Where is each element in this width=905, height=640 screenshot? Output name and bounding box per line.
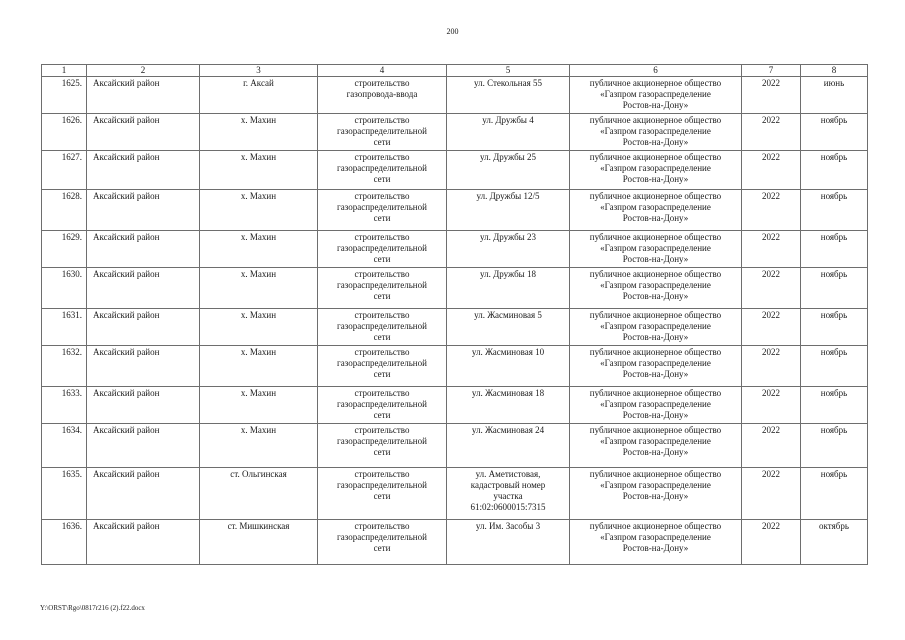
table-row — [42, 114, 868, 151]
cell-address-line: ул. Жасминовая 5 — [474, 310, 542, 320]
cell-month: октябрь — [801, 520, 868, 565]
cell-organization — [570, 346, 742, 387]
cell-organization — [570, 190, 742, 231]
cell-organization-line: Ростов-на-Дону» — [622, 491, 689, 501]
cell-address — [447, 151, 570, 190]
cell-organization — [570, 468, 742, 520]
cell-year: 2022 — [742, 268, 801, 309]
cell-work-type-line: строительство — [354, 78, 410, 88]
cell-address — [447, 231, 570, 268]
cell-month: ноябрь — [801, 151, 868, 190]
cell-work-type — [318, 520, 447, 565]
cell-month: ноябрь — [801, 387, 868, 424]
cell-address-line: ул. Им. Засобы 3 — [475, 521, 541, 531]
cell-number: 1632. — [42, 346, 87, 387]
cell-address-line: ул. Дружбы 25 — [480, 152, 536, 162]
cell-month: ноябрь — [801, 468, 868, 520]
cell-work-type-line: газораспределительной — [337, 243, 427, 253]
cell-organization-line: Ростов-на-Дону» — [622, 543, 689, 553]
cell-work-type-line: сети — [373, 254, 391, 264]
page-number: 200 — [446, 27, 459, 36]
cell-settlement: х. Махин — [200, 309, 318, 346]
registry-table — [41, 64, 868, 565]
cell-year: 2022 — [742, 77, 801, 114]
cell-organization-line: публичное акционерное общество — [589, 347, 722, 357]
cell-number: 1631. — [42, 309, 87, 346]
table-row — [42, 77, 868, 114]
cell-work-type — [318, 268, 447, 309]
cell-organization-line: Ростов-на-Дону» — [622, 213, 689, 223]
cell-address — [447, 346, 570, 387]
cell-year: 2022 — [742, 520, 801, 565]
cell-organization-line: «Газпром газораспределение — [600, 399, 711, 409]
table-row — [42, 468, 868, 520]
cell-work-type-line: сети — [373, 332, 391, 342]
cell-work-type — [318, 424, 447, 468]
cell-settlement: г. Аксай — [200, 77, 318, 114]
cell-organization-line: публичное акционерное общество — [589, 469, 722, 479]
cell-settlement: х. Махин — [200, 387, 318, 424]
cell-address-line: 61:02:0600015:7315 — [470, 502, 546, 512]
cell-year: 2022 — [742, 309, 801, 346]
cell-settlement: х. Махин — [200, 151, 318, 190]
cell-year: 2022 — [742, 346, 801, 387]
cell-organization — [570, 151, 742, 190]
cell-address-line: участка — [493, 491, 523, 501]
cell-organization-line: публичное акционерное общество — [589, 191, 722, 201]
cell-address-line: ул. Дружбы 12/5 — [476, 191, 540, 201]
cell-address-line: ул. Жасминовая 24 — [471, 425, 545, 435]
cell-work-type-line: сети — [373, 447, 391, 457]
cell-organization-line: Ростов-на-Дону» — [622, 447, 689, 457]
cell-work-type-line: сети — [373, 410, 391, 420]
cell-year: 2022 — [742, 151, 801, 190]
cell-address-line: кадастровый номер — [470, 480, 546, 490]
cell-settlement: х. Махин — [200, 231, 318, 268]
cell-work-type — [318, 346, 447, 387]
cell-work-type-line: строительство — [354, 425, 410, 435]
cell-district: Аксайский район — [87, 424, 200, 468]
cell-work-type-line: сети — [373, 291, 391, 301]
cell-organization-line: Ростов-на-Дону» — [622, 332, 689, 342]
cell-work-type — [318, 387, 447, 424]
cell-number: 1630. — [42, 268, 87, 309]
cell-work-type-line: сети — [373, 543, 391, 553]
header-row — [42, 65, 868, 77]
cell-organization — [570, 520, 742, 565]
cell-work-type-line: газораспределительной — [337, 321, 427, 331]
cell-work-type — [318, 151, 447, 190]
cell-work-type-line: строительство — [354, 469, 410, 479]
cell-organization-line: «Газпром газораспределение — [600, 480, 711, 490]
cell-work-type-line: строительство — [354, 232, 410, 242]
column-header: 8 — [801, 65, 868, 77]
cell-address — [447, 190, 570, 231]
cell-work-type-line: газораспределительной — [337, 399, 427, 409]
cell-work-type-line: сети — [373, 369, 391, 379]
table-row — [42, 387, 868, 424]
column-header: 1 — [42, 65, 87, 77]
cell-settlement: х. Махин — [200, 114, 318, 151]
cell-month: ноябрь — [801, 268, 868, 309]
cell-district: Аксайский район — [87, 387, 200, 424]
cell-year: 2022 — [742, 468, 801, 520]
cell-work-type-line: строительство — [354, 388, 410, 398]
cell-work-type — [318, 468, 447, 520]
cell-organization-line: «Газпром газораспределение — [600, 321, 711, 331]
cell-settlement: х. Махин — [200, 346, 318, 387]
cell-organization-line: Ростов-на-Дону» — [622, 369, 689, 379]
cell-work-type-line: строительство — [354, 152, 410, 162]
cell-address — [447, 520, 570, 565]
table-row — [42, 231, 868, 268]
cell-district: Аксайский район — [87, 231, 200, 268]
cell-month: ноябрь — [801, 114, 868, 151]
cell-organization-line: Ростов-на-Дону» — [622, 100, 689, 110]
cell-number: 1627. — [42, 151, 87, 190]
cell-year: 2022 — [742, 424, 801, 468]
cell-year: 2022 — [742, 231, 801, 268]
cell-organization — [570, 114, 742, 151]
cell-work-type-line: газораспределительной — [337, 436, 427, 446]
column-header: 2 — [87, 65, 200, 77]
table-row — [42, 190, 868, 231]
cell-district: Аксайский район — [87, 468, 200, 520]
cell-district: Аксайский район — [87, 520, 200, 565]
cell-district: Аксайский район — [87, 114, 200, 151]
cell-address — [447, 387, 570, 424]
cell-work-type-line: сети — [373, 137, 391, 147]
cell-work-type-line: строительство — [354, 347, 410, 357]
cell-work-type-line: газораспределительной — [337, 202, 427, 212]
cell-work-type-line: строительство — [354, 269, 410, 279]
column-header: 5 — [447, 65, 570, 77]
cell-work-type-line: строительство — [354, 191, 410, 201]
cell-address-line: ул. Жасминовая 18 — [471, 388, 545, 398]
cell-organization-line: Ростов-на-Дону» — [622, 291, 689, 301]
cell-work-type-line: сети — [373, 213, 391, 223]
cell-district: Аксайский район — [87, 77, 200, 114]
cell-district: Аксайский район — [87, 346, 200, 387]
cell-organization-line: «Газпром газораспределение — [600, 89, 711, 99]
cell-organization-line: публичное акционерное общество — [589, 115, 722, 125]
cell-number: 1633. — [42, 387, 87, 424]
cell-work-type-line: газораспределительной — [337, 480, 427, 490]
cell-organization — [570, 309, 742, 346]
column-header: 6 — [570, 65, 742, 77]
cell-address — [447, 77, 570, 114]
cell-district: Аксайский район — [87, 309, 200, 346]
cell-organization — [570, 387, 742, 424]
cell-address-line: ул. Жасминовая 10 — [471, 347, 545, 357]
cell-month: ноябрь — [801, 190, 868, 231]
cell-work-type-line: газораспределительной — [337, 126, 427, 136]
column-header: 7 — [742, 65, 801, 77]
cell-month: ноябрь — [801, 424, 868, 468]
cell-organization-line: «Газпром газораспределение — [600, 358, 711, 368]
cell-number: 1626. — [42, 114, 87, 151]
cell-district: Аксайский район — [87, 151, 200, 190]
cell-work-type — [318, 114, 447, 151]
cell-address — [447, 268, 570, 309]
cell-organization — [570, 268, 742, 309]
cell-number: 1625. — [42, 77, 87, 114]
column-header: 3 — [200, 65, 318, 77]
cell-address — [447, 114, 570, 151]
cell-organization-line: публичное акционерное общество — [589, 425, 722, 435]
cell-organization-line: публичное акционерное общество — [589, 310, 722, 320]
cell-work-type-line: газопровода-ввода — [346, 89, 418, 99]
cell-work-type — [318, 231, 447, 268]
cell-organization-line: Ростов-на-Дону» — [622, 174, 689, 184]
cell-work-type-line: строительство — [354, 310, 410, 320]
cell-organization-line: «Газпром газораспределение — [600, 243, 711, 253]
cell-month: ноябрь — [801, 346, 868, 387]
table-row — [42, 424, 868, 468]
cell-work-type-line: строительство — [354, 521, 410, 531]
table-row — [42, 520, 868, 565]
cell-organization — [570, 424, 742, 468]
cell-organization-line: публичное акционерное общество — [589, 152, 722, 162]
cell-district: Аксайский район — [87, 190, 200, 231]
cell-organization-line: «Газпром газораспределение — [600, 126, 711, 136]
cell-work-type-line: газораспределительной — [337, 163, 427, 173]
cell-organization-line: публичное акционерное общество — [589, 78, 722, 88]
cell-organization-line: публичное акционерное общество — [589, 232, 722, 242]
cell-district: Аксайский район — [87, 268, 200, 309]
cell-address-line: ул. Стекольная 55 — [473, 78, 542, 88]
cell-work-type-line: газораспределительной — [337, 358, 427, 368]
cell-organization-line: «Газпром газораспределение — [600, 436, 711, 446]
cell-address-line: ул. Дружбы 4 — [482, 115, 534, 125]
cell-work-type-line: газораспределительной — [337, 532, 427, 542]
table-row — [42, 151, 868, 190]
cell-organization-line: публичное акционерное общество — [589, 269, 722, 279]
cell-settlement: х. Махин — [200, 268, 318, 309]
cell-organization — [570, 231, 742, 268]
column-header: 4 — [318, 65, 447, 77]
table-row — [42, 309, 868, 346]
cell-address-line: ул. Аметистовая, — [475, 469, 541, 479]
cell-month: июнь — [801, 77, 868, 114]
cell-year: 2022 — [742, 190, 801, 231]
cell-work-type-line: сети — [373, 491, 391, 501]
cell-organization-line: Ростов-на-Дону» — [622, 137, 689, 147]
cell-month: ноябрь — [801, 309, 868, 346]
cell-organization-line: Ростов-на-Дону» — [622, 410, 689, 420]
cell-organization-line: публичное акционерное общество — [589, 388, 722, 398]
cell-work-type — [318, 309, 447, 346]
cell-organization-line: «Газпром газораспределение — [600, 202, 711, 212]
cell-work-type — [318, 77, 447, 114]
cell-organization-line: «Газпром газораспределение — [600, 280, 711, 290]
cell-number: 1635. — [42, 468, 87, 520]
cell-settlement: ст. Ольгинская — [200, 468, 318, 520]
footer-file-path: Y:\ORST\Rgo\0817r216 (2).f22.docx — [40, 604, 145, 612]
cell-address-line: ул. Дружбы 23 — [480, 232, 536, 242]
cell-organization — [570, 77, 742, 114]
cell-address — [447, 424, 570, 468]
cell-number: 1636. — [42, 520, 87, 565]
table-row — [42, 268, 868, 309]
cell-number: 1629. — [42, 231, 87, 268]
cell-organization-line: публичное акционерное общество — [589, 521, 722, 531]
cell-settlement: ст. Мишкинская — [200, 520, 318, 565]
cell-year: 2022 — [742, 114, 801, 151]
cell-settlement: х. Махин — [200, 424, 318, 468]
cell-year: 2022 — [742, 387, 801, 424]
cell-address — [447, 309, 570, 346]
cell-work-type-line: газораспределительной — [337, 280, 427, 290]
cell-work-type-line: строительство — [354, 115, 410, 125]
cell-number: 1634. — [42, 424, 87, 468]
cell-number: 1628. — [42, 190, 87, 231]
cell-address-line: ул. Дружбы 18 — [480, 269, 536, 279]
cell-work-type — [318, 190, 447, 231]
cell-month: ноябрь — [801, 231, 868, 268]
cell-organization-line: «Газпром газораспределение — [600, 163, 711, 173]
cell-work-type-line: сети — [373, 174, 391, 184]
cell-settlement: х. Махин — [200, 190, 318, 231]
cell-organization-line: «Газпром газораспределение — [600, 532, 711, 542]
table-row — [42, 346, 868, 387]
cell-organization-line: Ростов-на-Дону» — [622, 254, 689, 264]
cell-address — [447, 468, 570, 520]
